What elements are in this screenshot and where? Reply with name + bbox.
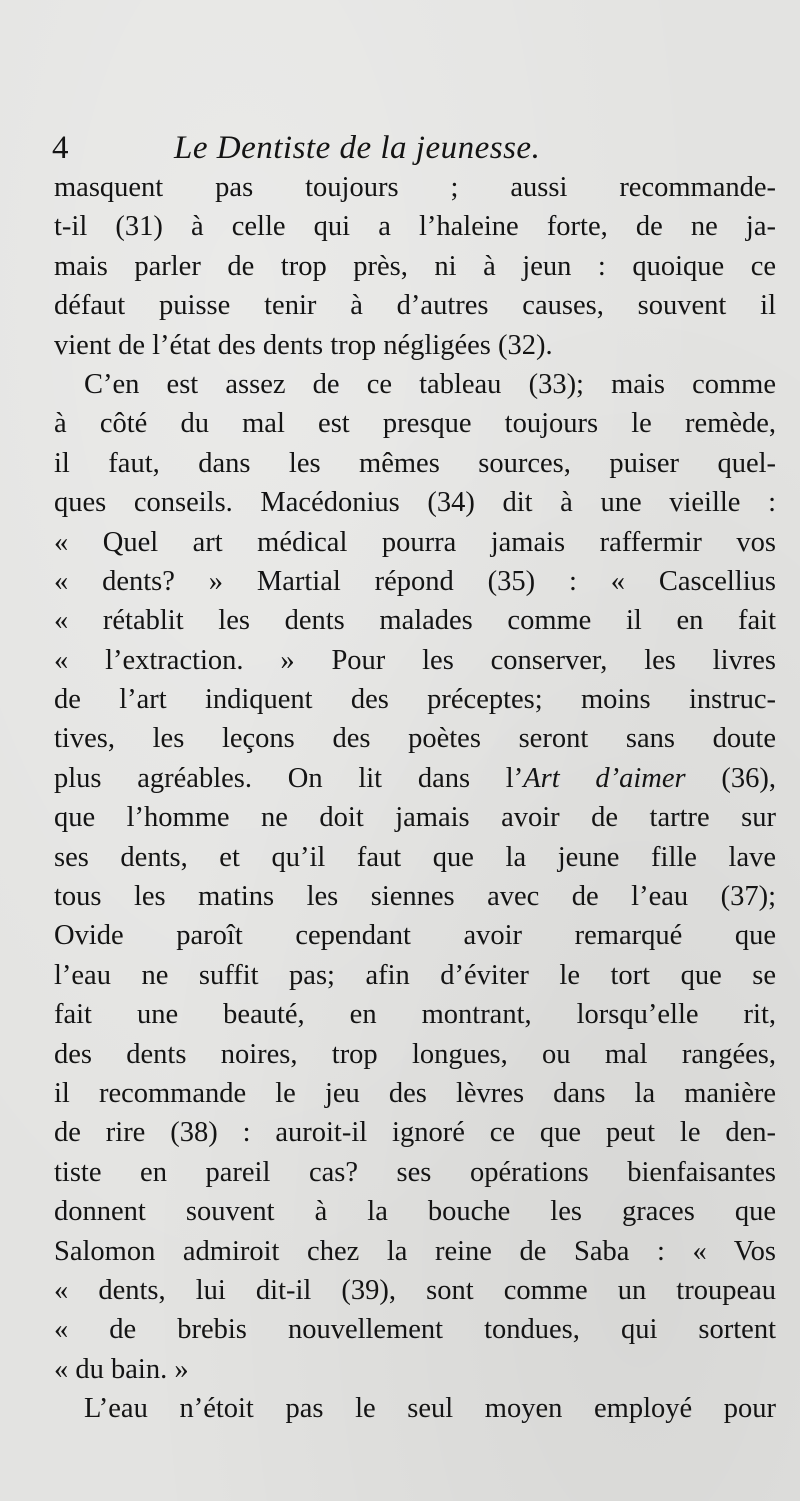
- text-line: Salomon admiroit chez la reine de Saba : « Vos: [54, 1235, 776, 1267]
- text-line: de l’art indiquent des préceptes; moins instruc-: [54, 684, 776, 716]
- text-line: « l’extraction. » Pour les conserver, les livres: [54, 644, 776, 676]
- text-line: ques conseils. Macédonius (34) dit à une vieille :: [54, 487, 776, 519]
- text-line: tives, les leçons des poètes seront sans doute: [54, 723, 776, 755]
- text-segment: (36),: [685, 762, 776, 794]
- text-line: « de brebis nouvellement tondues, qui sortent: [54, 1314, 776, 1346]
- text-line: « du bain. »: [54, 1353, 189, 1385]
- text-line: « dents, lui dit-il (39), sont comme un troupeau: [54, 1274, 776, 1306]
- text-line: de rire (38) : auroit-il ignoré ce que peut le den-: [54, 1117, 776, 1149]
- text-line: « rétablit les dents malades comme il en fait: [54, 605, 776, 637]
- text-line: tiste en pareil cas? ses opérations bienfaisantes: [54, 1156, 776, 1188]
- text-line: « Quel art médical pourra jamais raffermir vos: [54, 526, 776, 558]
- text-line: mais parler de trop près, ni à jeun : quoique ce: [54, 250, 776, 282]
- text-line: ses dents, et qu’il faut que la jeune fille lave: [54, 841, 776, 873]
- text-line: C’en est assez de ce tableau (33); mais comme: [84, 368, 776, 400]
- text-line: fait une beauté, en montrant, lorsqu’elle rit,: [54, 999, 776, 1031]
- page-number: 4: [52, 130, 69, 166]
- text-line: masquent pas toujours ; aussi recommande-: [54, 172, 776, 203]
- text-line: « dents? » Martial répond (35) : « Cascellius: [54, 565, 776, 597]
- text-line: vient de l’état des dents trop négligées (32).: [54, 329, 553, 361]
- text-line: il recommande le jeu des lèvres dans la manière: [54, 1077, 776, 1109]
- text-line: L’eau n’étoit pas le seul moyen employé pour: [84, 1393, 776, 1425]
- text-line: que l’homme ne doit jamais avoir de tartre sur: [54, 802, 776, 834]
- text-line: t-il (31) à celle qui a l’haleine forte, de ne ja-: [54, 211, 776, 243]
- text-line: donnent souvent à la bouche les graces que: [54, 1196, 776, 1228]
- text-line: tous les matins les siennes avec de l’eau (37);: [54, 881, 776, 913]
- text-line: à côté du mal est presque toujours le remède,: [54, 408, 776, 440]
- text-line: l’eau ne suffit pas; afin d’éviter le tort que se: [54, 959, 776, 991]
- text-line: il faut, dans les mêmes sources, puiser quel-: [54, 447, 776, 479]
- page-header: [52, 128, 752, 168]
- italic-title: Art d’aimer: [523, 762, 686, 794]
- text-segment: plus agréables. On lit dans l’: [54, 762, 524, 794]
- text-line: Ovide paroît cependant avoir remarqué que: [54, 920, 776, 952]
- text-line: défaut puisse tenir à d’autres causes, souvent il: [54, 290, 776, 322]
- text-line: des dents noires, trop longues, ou mal rangées,: [54, 1038, 776, 1070]
- running-title: Le Dentiste de la jeunesse.: [174, 130, 541, 166]
- body-text: [54, 168, 776, 1429]
- text-line: [54, 759, 776, 798]
